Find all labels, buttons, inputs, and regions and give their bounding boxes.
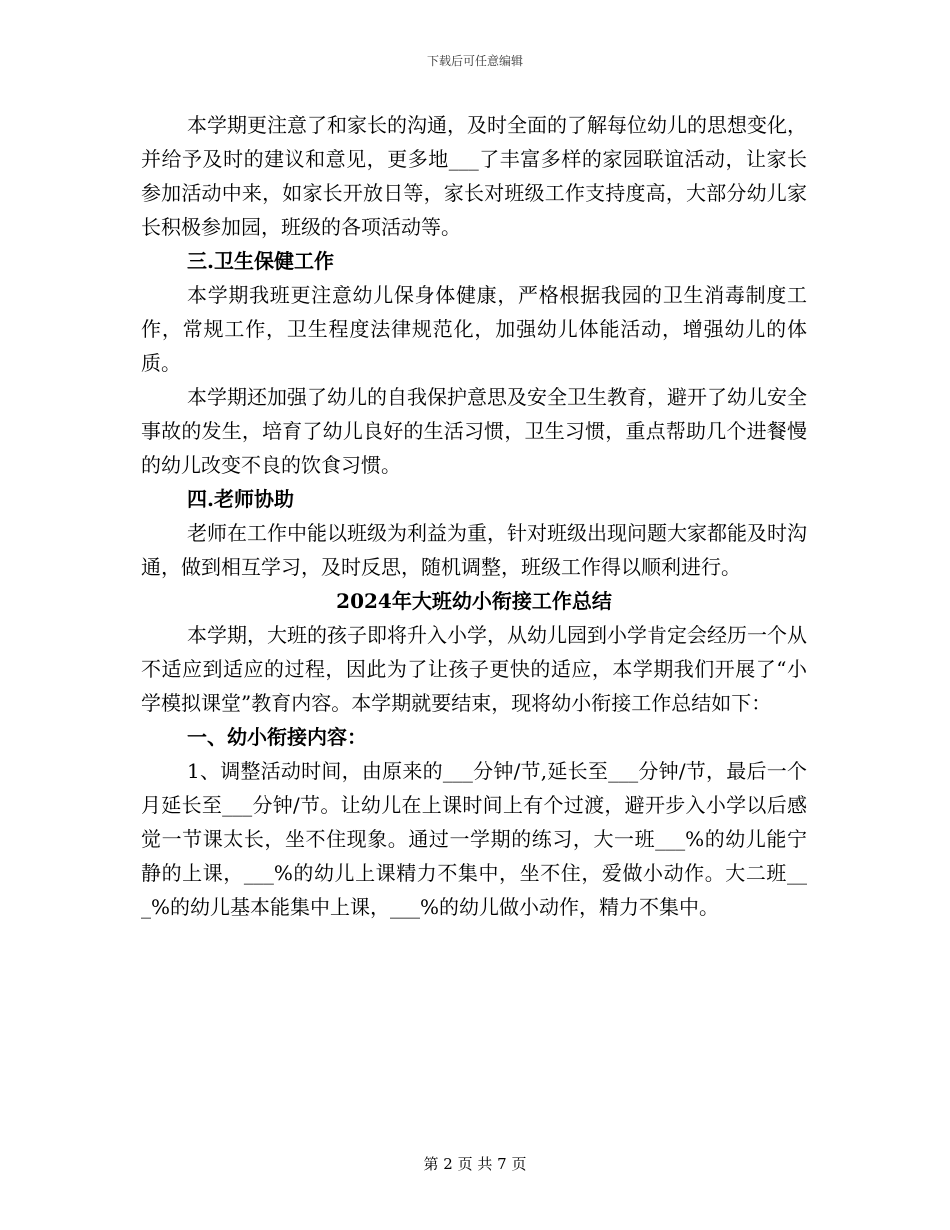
paragraph-parent-communication: 本学期更注意了和家长的沟通，及时全面的了解每位幼儿的思想变化，并给予及时的建议和意见，更多地___了丰富多样的家园联谊活动，让家长参加活动中来，如家长开放日等，家长对班级工作支持度高，大部分幼儿家长积极参加园，班级的各项活动等。: [141, 113, 807, 239]
paragraph-safety: 本学期还加强了幼儿的自我保护意思及安全卫生教育，避开了幼儿安全事故的发生，培育了幼儿良好的生活习惯，卫生习惯，重点帮助几个进餐慢的幼儿改变不良的饮食习惯。: [141, 385, 807, 477]
document-body: [141, 108, 807, 924]
section-heading-teacher-cooperation: 四.老师协助: [187, 487, 294, 511]
section-heading-transition-content: 一、幼小衔接内容：: [187, 725, 367, 749]
paragraph-teacher-cooperation: 老师在工作中能以班级为利益为重，针对班级出现问题大家都能及时沟通，做到相互学习，及时反思，随机调整，班级工作得以顺利进行。: [141, 521, 807, 579]
header-note: 下载后可任意编辑: [426, 54, 523, 68]
document-title: 2024年大班幼小衔接工作总结: [336, 589, 612, 613]
section-heading-hygiene: 三.卫生保健工作: [187, 249, 334, 273]
page-number: 第 2 页 共 7 页: [423, 1155, 527, 1173]
paragraph-intro: 本学期，大班的孩子即将升入小学，从幼儿园到小学肯定会经历一个从不适应到适应的过程，因此为了让孩子更快的适应，本学期我们开展了“小学模拟课堂”教育内容。本学期就要结束，现将幼小衔接工作总结如下：: [141, 623, 807, 715]
paragraph-activity-time: 1、调整活动时间，由原来的___分钟/节,延长至___分钟/节，最后一个月延长至___分钟/节。让幼儿在上课时间上有个过渡，避开步入小学以后感觉一节课太长，坐不住现象。通过一学期的练习，大一班___%的幼儿能宁静的上课，___%的幼儿上课精力不集中，坐不住，爱做小动作。大二班___%的幼儿基本能集中上课，___%的幼儿做小动作，精力不集中。: [141, 759, 807, 919]
paragraph-health: 本学期我班更注意幼儿保身体健康，严格根据我园的卫生消毒制度工作，常规工作，卫生程度法律规范化，加强幼儿体能活动，增强幼儿的体质。: [141, 283, 807, 375]
